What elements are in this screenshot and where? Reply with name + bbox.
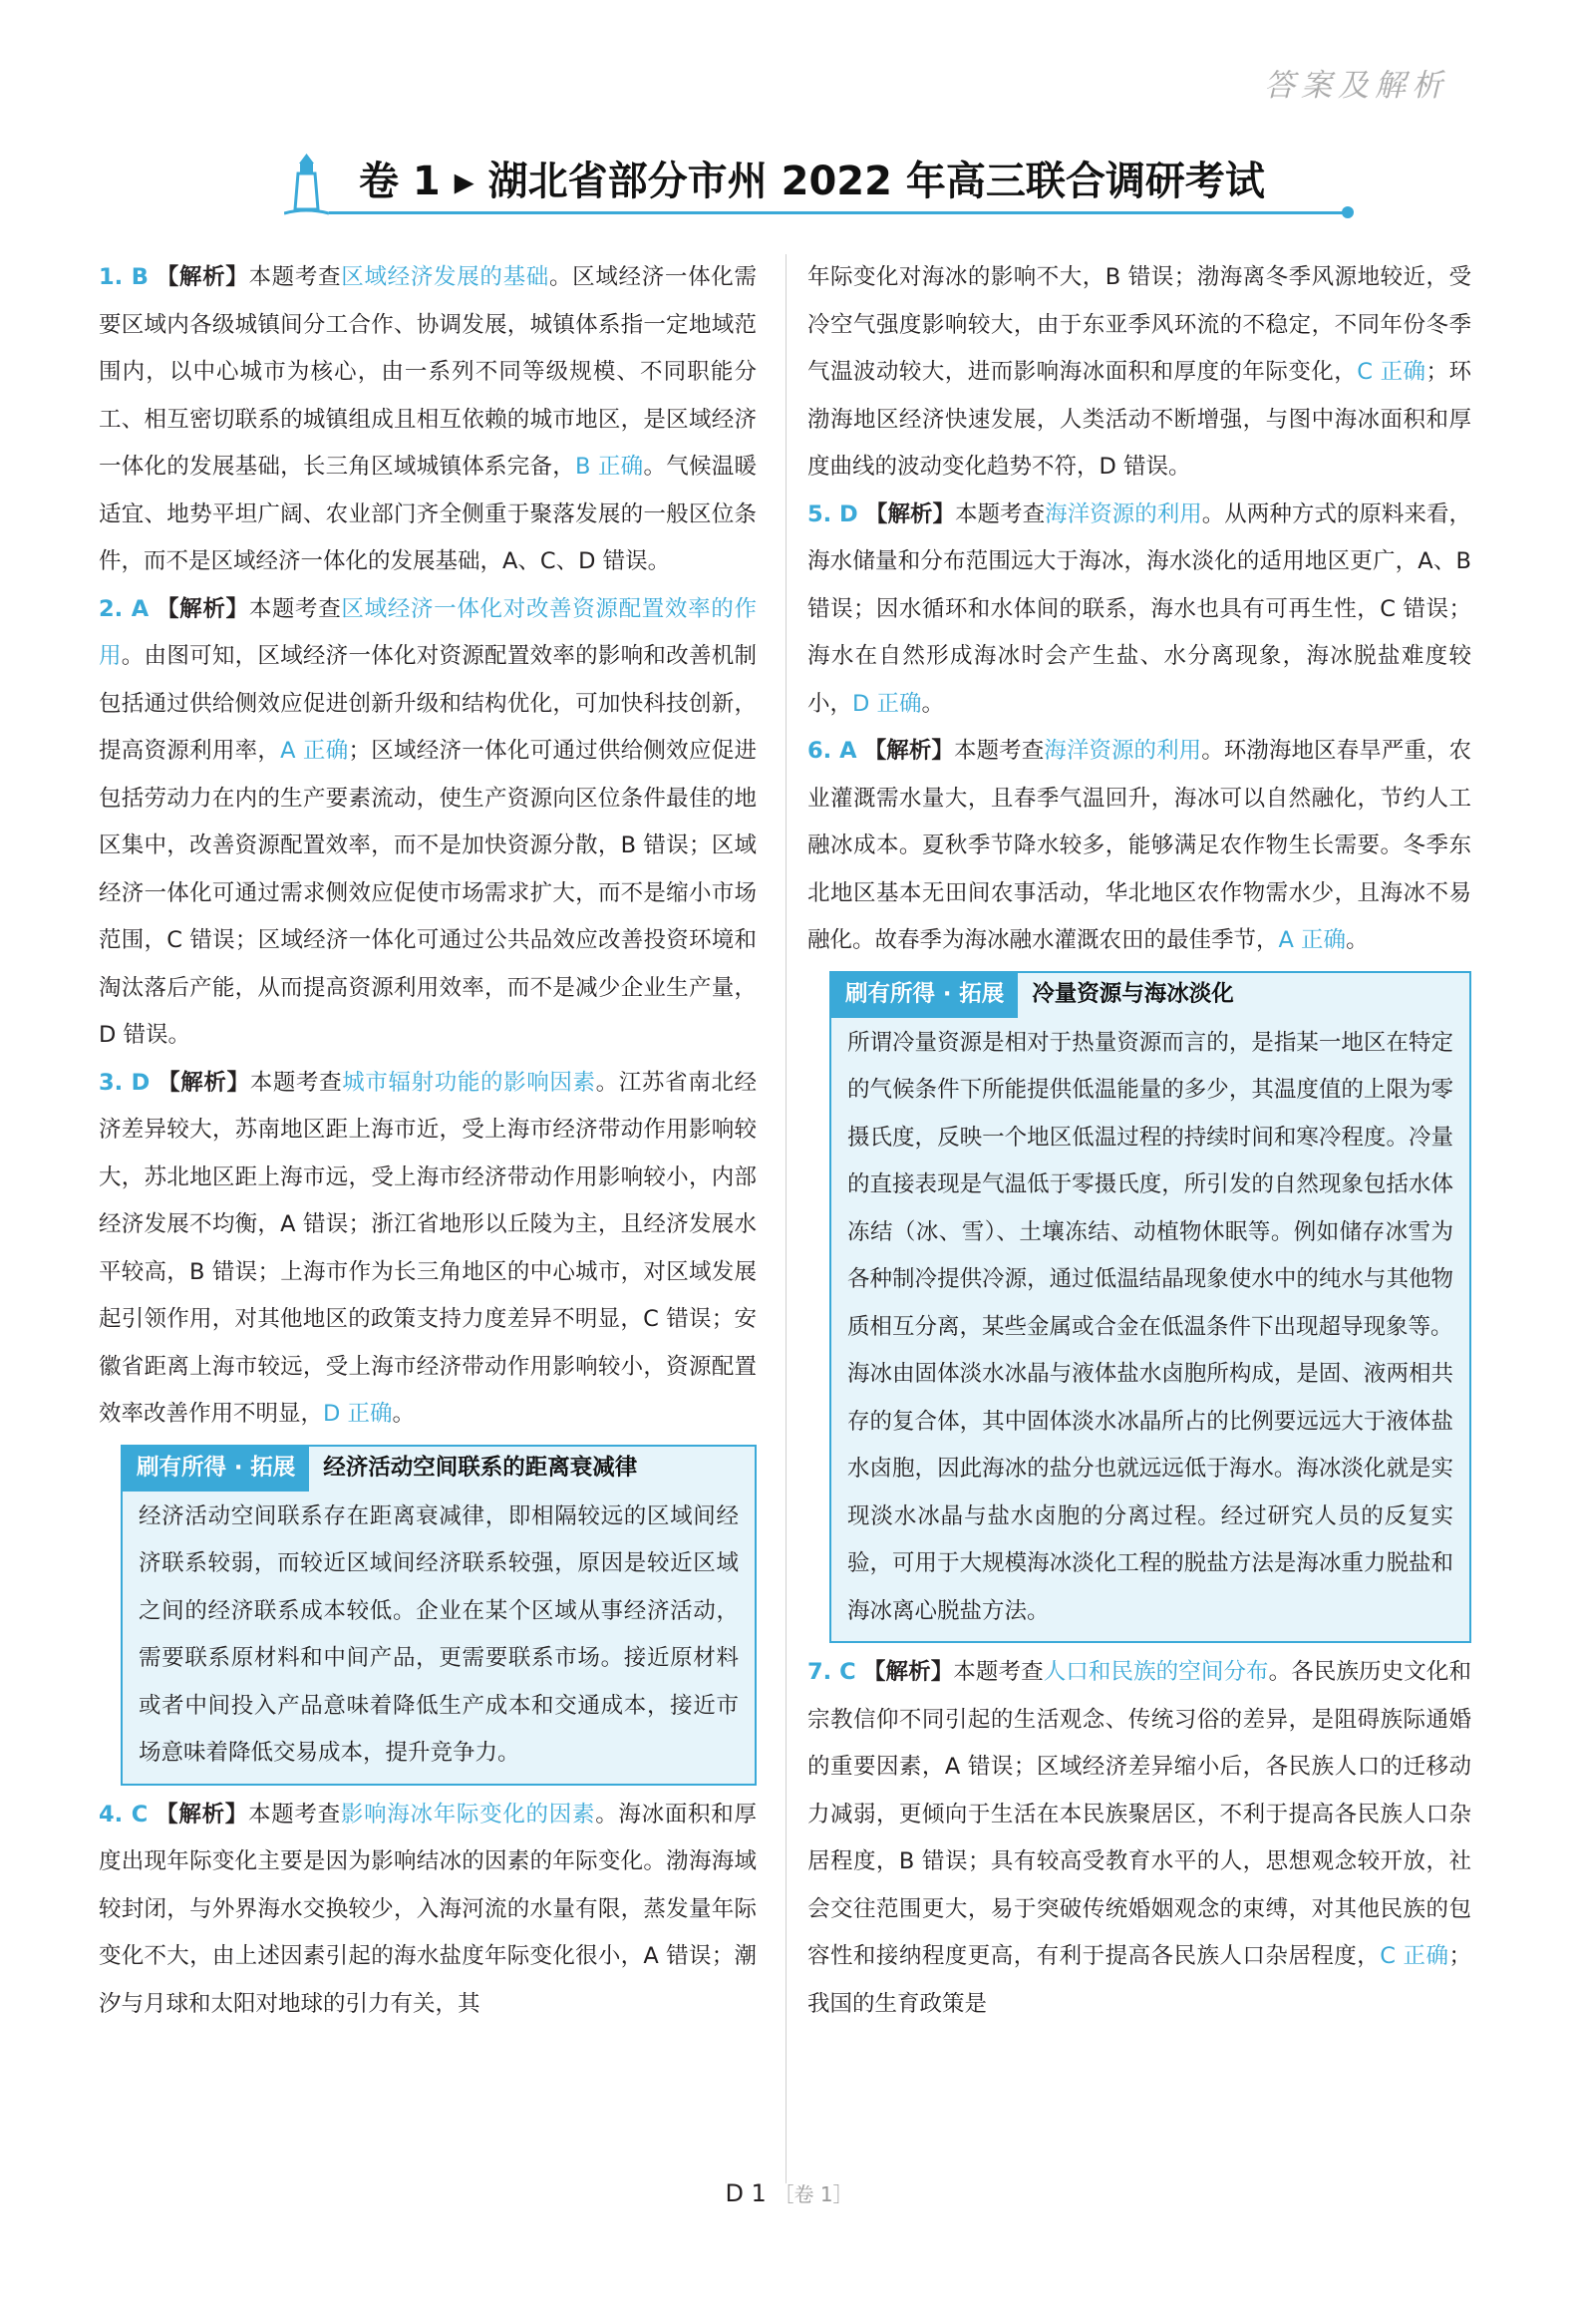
lighthouse-icon [284, 150, 329, 217]
prefix-text: 本题考查 [954, 738, 1045, 764]
correct-answer: A 正确 [280, 738, 349, 764]
topic-text: 城市辐射功能的影响因素 [342, 1069, 596, 1096]
page-number: D 1 [725, 2179, 767, 2207]
body-text: 。 [1346, 927, 1369, 953]
header-corner-label: 答案及解析 [1264, 68, 1448, 104]
prefix-text: 本题考查 [953, 1659, 1044, 1685]
question-number: 1. B [99, 264, 149, 290]
correct-answer: D 正确 [852, 690, 922, 717]
prefix-text: 本题考查 [249, 1069, 343, 1096]
topic-text: 人口和民族的空间分布 [1043, 1659, 1269, 1685]
extension-box-header [831, 973, 1469, 1018]
question-number: 7. C [807, 1659, 856, 1685]
answer-3 [99, 1060, 757, 1439]
topic-text: 海洋资源的利用 [1044, 738, 1202, 764]
analysis-tag: 【解析】 [156, 595, 249, 622]
column-divider [786, 254, 787, 2183]
body-text: 。由图可知，区域经济一体化对资源配置效率的影响和改善机制包括通过供给侧效应促进创新升级和结构优化，可加快科技创新，提高资源利用率， [99, 643, 757, 764]
body-text: ；区域经济一体化可通过供给侧效应促进包括劳动力在内的生产要素流动，使生产资源向区位条件最佳的地区集中，改善资源配置效率，而不是加快资源分散，B 错误；区域经济一体化可通过需求侧效应促使市场需求扩大，而不是缩小市场范围，C 错误；区域经济一体化可通过公共品效应改善投资环境和淘汰落后产能，从而提高资源利用效率，而不是减少企业生产量，D 错误。 [99, 738, 757, 1048]
extension-box-label: 刷有所得 · 拓展 [831, 973, 1018, 1018]
extension-box [829, 971, 1471, 1644]
answer-5 [807, 492, 1471, 729]
extension-box-title: 经济活动空间联系的距离衰减律 [323, 1455, 638, 1482]
correct-answer: A 正确 [1278, 927, 1347, 953]
extension-box-body [831, 1018, 1469, 1642]
title-underline [329, 211, 1346, 214]
body-text: 。 [392, 1401, 416, 1427]
body-text: 。气候温暖适宜、地势平坦广阔、农业部门齐全侧重于聚落发展的一般区位条件，而不是区域经济一体化的发展基础，A、C、D 错误。 [99, 454, 757, 574]
page-title: 卷 1 ▸ 湖北省部分市州 2022 年高三联合调研考试 [359, 159, 1265, 204]
question-number: 3. D [99, 1069, 151, 1096]
correct-answer: D 正确 [323, 1401, 393, 1427]
right-column [807, 254, 1471, 2028]
correct-answer: C 正确 [1380, 1943, 1449, 1969]
extension-paragraph: 所谓冷量资源是相对于热量资源而言的，是指某一地区在特定的气候条件下所能提供低温能量的多少，其温度值的上限为零摄氏度，反映一个地区低温过程的持续时间和寒冷程度。冷量的直接表现是气温低于零摄氏度，所引发的自然现象包括水体冻结（冰、雪）、土壤冻结、动植物休眠等。例如储存冰雪为各种制冷提供冷源，通过低温结晶现象使水中的纯水与其他物质相互分离，某些金属或合金在低温条件下出现超导现象等。 [847, 1029, 1453, 1340]
correct-answer: C 正确 [1357, 359, 1426, 385]
extension-paragraph: 海冰由固体淡水冰晶与液体盐水卤胞所构成，是固、液两相共存的复合体，其中固体淡水冰晶所占的比例要远远大于液体盐水卤胞，因此海冰的盐分也就远远低于海水。海冰淡化就是实现淡水冰晶与盐水卤胞的分离过程。经过研究人员的反复实验，可用于大规模海冰淡化工程的脱盐方法是海冰重力脱盐和海冰离心脱盐方法。 [847, 1361, 1453, 1624]
topic-text: 区域经济一体化对改善资源配置效率的作用 [99, 595, 757, 669]
topic-text: 海洋资源的利用 [1045, 500, 1202, 527]
analysis-tag: 【解析】 [864, 500, 956, 527]
body-text: ；环渤海地区经济快速发展，人类活动不断增强，与图中海冰面积和厚度曲线的波动变化趋势不符，D 错误。 [807, 359, 1471, 480]
extension-box-body: 经济活动空间联系存在距离衰减律，即相隔较远的区域间经济联系较弱，而较近区域间经济联系较强，原因是较近区域之间的经济联系成本较低。企业在某个区域从事经济活动，需要联系原材料和中间产品，更需要联系市场。接近原材料或者中间投入产品意味着降低生产成本和交通成本，接近市场意味着降低交易成本，提升竞争力。 [139, 1502, 739, 1766]
extension-box-title: 冷量资源与海冰淡化 [1032, 981, 1234, 1008]
analysis-tag: 【解析】 [156, 1801, 248, 1827]
extension-box-header [123, 1447, 755, 1492]
question-number: 5. D [807, 500, 858, 527]
analysis-tag: 【解析】 [158, 1069, 250, 1096]
prefix-text: 本题考查 [955, 500, 1046, 527]
topic-text: 区域经济发展的基础 [341, 264, 549, 290]
left-column [99, 254, 757, 2028]
answer-7 [807, 1649, 1471, 2028]
answer-4-continued [807, 254, 1471, 492]
question-number: 6. A [807, 738, 857, 764]
extension-box-label: 刷有所得 · 拓展 [123, 1447, 309, 1492]
body-text: 。江苏省南北经济差异较大，苏南地区距上海市近，受上海市经济带动作用影响较大，苏北地区距上海市远，受上海市经济带动作用影响较小，内部经济发展不均衡，A 错误；浙江省地形以丘陵为主，且经济发展水平较高，B 错误；上海市作为长三角地区的中心城市，对区域发展起引领作用，对其他地区的政策支持力度差异不明显，C 错误；安徽省距离上海市较远，受上海市经济带动作用影响较小，资源配置效率改善作用不明显， [99, 1069, 757, 1427]
prefix-text: 本题考查 [248, 595, 342, 622]
prefix-text: 本题考查 [248, 1801, 341, 1827]
correct-answer: B 正确 [575, 454, 644, 480]
analysis-tag: 【解析】 [156, 264, 249, 290]
answer-2 [99, 586, 757, 1060]
prefix-text: 本题考查 [248, 264, 342, 290]
body-text: 。 [921, 690, 945, 717]
body-text: 。环渤海地区春旱严重，农业灌溉需水量大，且春季气温回升，海冰可以自然融化，节约人工融冰成本。夏秋季节降水较多，能够满足农作物生长需要。冬季东北地区基本无田间农事活动，华北地区农作物需水少，且海冰不易融化。故春季为海冰融水灌溉农田的最佳季节， [807, 738, 1471, 953]
body-text: 。区域经济一体化需要区域内各级城镇间分工合作、协调发展，城镇体系指一定地域范围内，以中心城市为核心，由一系列不同等级规模、不同职能分工、相互密切联系的城镇组成且相互依赖的城市地区，是区域经济一体化的发展基础，长三角区域城镇体系完备， [99, 264, 757, 480]
volume-label: ［卷 1］ [774, 2182, 853, 2206]
analysis-tag: 【解析】 [863, 738, 954, 764]
answer-6 [807, 728, 1471, 965]
topic-text: 影响海冰年际变化的因素 [340, 1801, 596, 1827]
answer-1 [99, 254, 757, 586]
body-text: ；我国的生育政策是 [807, 1943, 1471, 2017]
body-text: 。各民族历史文化和宗教信仰不同引起的生活观念、传统习俗的差异，是阻碍族际通婚的重要因素，A 错误；区域经济差异缩小后，各民族人口的迁移动力减弱，更倾向于生活在本民族聚居区，不利于提高各民族人口杂居程度，B 错误；具有较高受教育水平的人，思想观念较开放，社会交往范围更大，易于突破传统婚姻观念的束缚，对其他民族的包容性和接纳程度更高，有利于提高各民族人口杂居程度， [807, 1659, 1471, 1969]
body-text: 年际变化对海冰的影响不大，B 错误；渤海离冬季风源地较近，受冷空气强度影响较大，由于东亚季风环流的不稳定，不同年份冬季气温波动较大，进而影响海冰面积和厚度的年际变化， [807, 264, 1471, 385]
question-number: 4. C [99, 1801, 149, 1827]
analysis-tag: 【解析】 [862, 1659, 954, 1685]
question-number: 2. A [99, 595, 150, 622]
title-underline-dot [1342, 206, 1354, 218]
title-bar [289, 150, 1286, 219]
body-text: 。从两种方式的原料来看，海水储量和分布范围远大于海冰，海水淡化的适用地区更广，A、B 错误；因水循环和水体间的联系，海水也具有可再生性，C 错误；海水在自然形成海冰时会产生盐、水分离现象，海冰脱盐难度较小， [807, 500, 1471, 717]
answer-4 [99, 1792, 757, 2029]
body-text: 。海冰面积和厚度出现年际变化主要是因为影响结冰的因素的年际变化。渤海海域较封闭，与外界海水交换较少，入海河流的水量有限，蒸发量年际变化不大，由上述因素引起的海水盐度年际变化很小，A 错误；潮汐与月球和太阳对地球的引力有关，其 [99, 1801, 757, 2017]
extension-box [121, 1445, 757, 1786]
page-footer [0, 2178, 1578, 2207]
